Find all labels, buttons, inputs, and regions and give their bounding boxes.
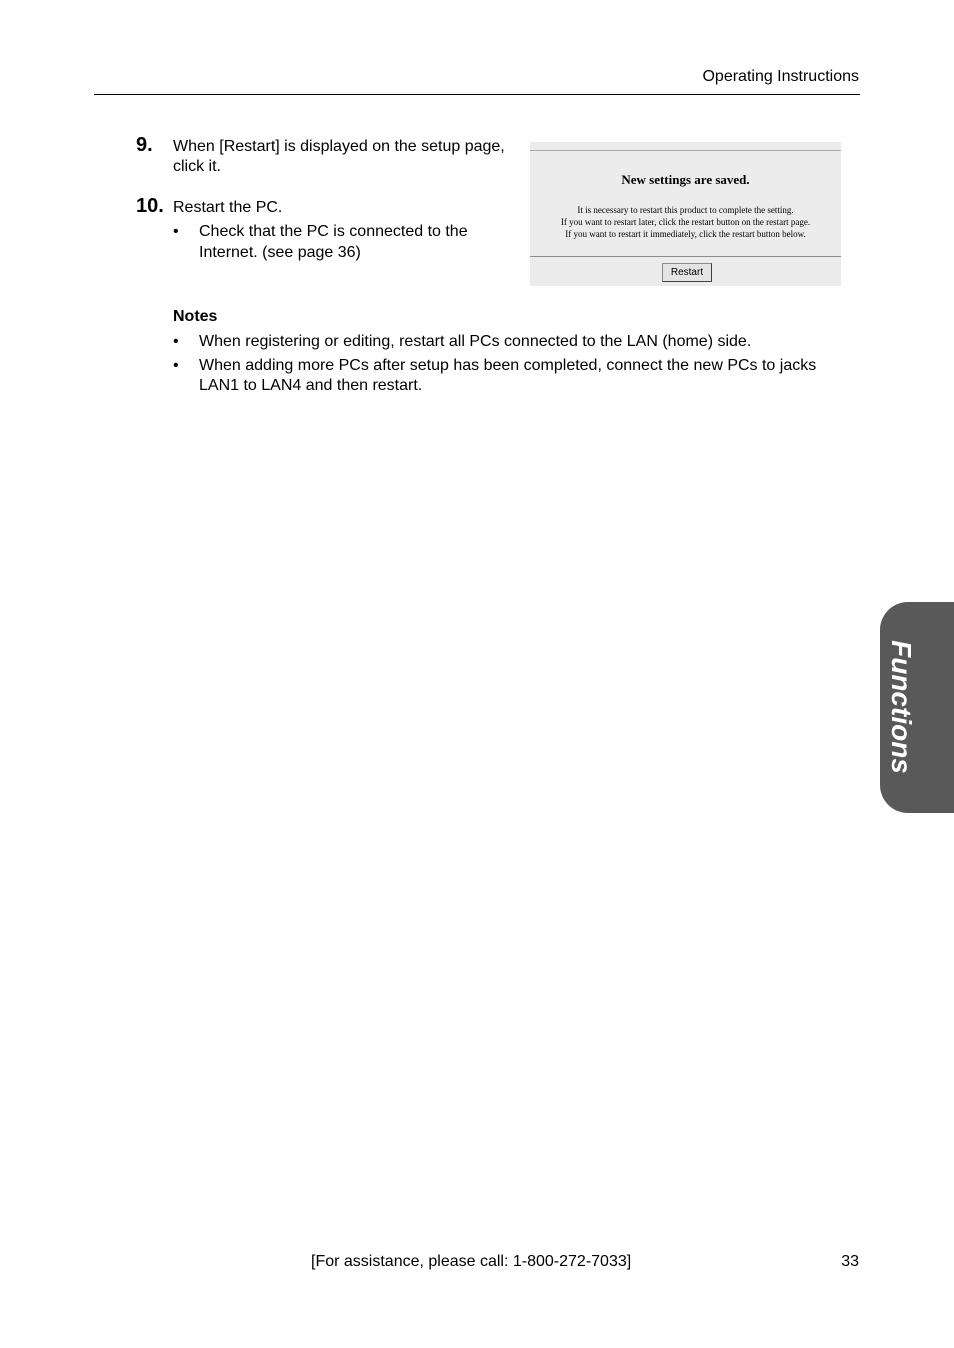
step-9-number: 9. <box>136 134 153 156</box>
restart-page-screenshot <box>530 142 841 286</box>
header-divider <box>94 94 860 95</box>
screenshot-bottom-divider <box>530 256 841 257</box>
note-2-line-2: LAN1 to LAN4 and then restart. <box>199 377 423 394</box>
section-side-tab <box>880 602 954 813</box>
notes-title: Notes <box>173 308 218 325</box>
step-10-text: Restart the PC. <box>173 199 283 216</box>
step-10-bullet-line-2: Internet. (see page 36) <box>199 244 361 261</box>
step-10-number: 10. <box>136 195 164 217</box>
step-10-bullet-line-1: Check that the PC is connected to the <box>199 223 468 240</box>
step-9-text-line-1: When [Restart] is displayed on the setup page, <box>173 138 505 155</box>
footer-assistance: [For assistance, please call: 1-800-272-7033] <box>311 1253 632 1270</box>
screenshot-top-divider <box>530 150 841 151</box>
section-side-tab-label: Functions <box>886 640 917 774</box>
restart-button[interactable]: Restart <box>662 263 712 282</box>
page-number: 33 <box>841 1253 859 1270</box>
note-2-line-1: When adding more PCs after setup has been completed, connect the new PCs to jacks <box>199 357 817 374</box>
screenshot-body-line-3: If you want to restart it immediately, click the restart button below. <box>565 229 806 239</box>
note-1-line-1: When registering or editing, restart all PCs connected to the LAN (home) side. <box>199 333 752 350</box>
screenshot-body <box>530 204 841 240</box>
step-9-text-line-2: click it. <box>173 158 221 175</box>
note-1-bullet-symbol: • <box>173 333 179 350</box>
step-10-bullet-symbol: • <box>173 223 179 240</box>
screenshot-body-line-2: If you want to restart later, click the restart button on the restart page. <box>560 217 811 227</box>
note-2-bullet-symbol: • <box>173 357 179 374</box>
screenshot-body-line-1: It is necessary to restart this product to complete the setting. <box>577 205 794 215</box>
screenshot-heading: New settings are saved. <box>621 172 750 187</box>
header-title: Operating Instructions <box>702 68 859 85</box>
